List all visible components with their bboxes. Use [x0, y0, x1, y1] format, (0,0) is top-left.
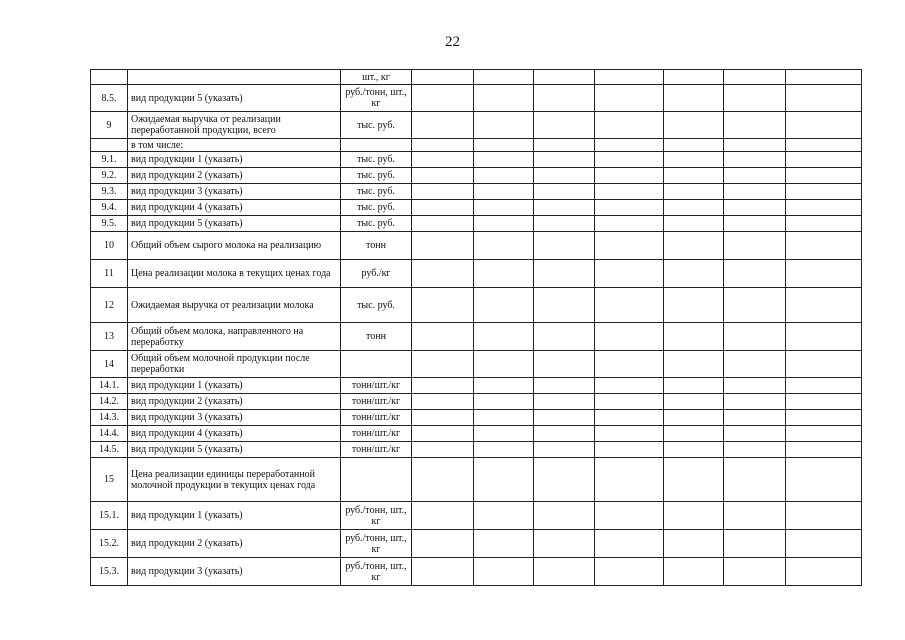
table-row	[91, 184, 862, 200]
indicator-name-cell: вид продукции 5 (указать)	[128, 85, 341, 112]
unit-cell: тыс. руб.	[341, 288, 412, 323]
unit-cell: руб./тонн, шт., кг	[341, 530, 412, 558]
unit-cell: тыс. руб.	[341, 112, 412, 139]
value-input-cell[interactable]	[534, 442, 595, 458]
value-input-cell[interactable]	[474, 410, 534, 426]
value-input-cell[interactable]	[786, 351, 862, 378]
value-input-cell[interactable]	[595, 458, 664, 502]
value-input-cell[interactable]	[724, 139, 786, 152]
table-row	[91, 112, 862, 139]
value-input-cell[interactable]	[534, 70, 595, 85]
indicator-name-cell: в том числе:	[128, 139, 341, 152]
value-input-cell[interactable]	[474, 85, 534, 112]
value-input-cell[interactable]	[474, 200, 534, 216]
row-number-cell: 15.2.	[91, 530, 128, 558]
indicator-name-cell: Общий объем молока, направленного на переработку	[128, 323, 341, 351]
value-input-cell[interactable]	[664, 458, 724, 502]
value-input-cell[interactable]	[412, 260, 474, 288]
indicator-name-cell: Общий объем сырого молока на реализацию	[128, 232, 341, 260]
value-input-cell[interactable]	[474, 458, 534, 502]
table-row	[91, 200, 862, 216]
value-input-cell[interactable]	[474, 288, 534, 323]
value-input-cell[interactable]	[724, 232, 786, 260]
value-input-cell[interactable]	[412, 378, 474, 394]
table-row	[91, 558, 862, 586]
value-input-cell[interactable]	[724, 558, 786, 586]
value-input-cell[interactable]	[724, 394, 786, 410]
value-input-cell[interactable]	[412, 558, 474, 586]
value-input-cell[interactable]	[595, 351, 664, 378]
value-input-cell[interactable]	[534, 139, 595, 152]
row-number-cell: 14.5.	[91, 442, 128, 458]
value-input-cell[interactable]	[595, 168, 664, 184]
value-input-cell[interactable]	[664, 323, 724, 351]
table-row	[91, 70, 862, 85]
unit-cell: руб./тонн, шт., кг	[341, 558, 412, 586]
value-input-cell[interactable]	[786, 442, 862, 458]
value-input-cell[interactable]	[786, 260, 862, 288]
value-input-cell[interactable]	[664, 426, 724, 442]
value-input-cell[interactable]	[664, 378, 724, 394]
row-number-cell: 14.3.	[91, 410, 128, 426]
unit-cell: тыс. руб.	[341, 200, 412, 216]
row-number-cell: 14	[91, 351, 128, 378]
value-input-cell[interactable]	[474, 232, 534, 260]
table-body	[91, 70, 862, 586]
value-input-cell[interactable]	[412, 410, 474, 426]
value-input-cell[interactable]	[412, 458, 474, 502]
value-input-cell[interactable]	[534, 410, 595, 426]
value-input-cell[interactable]	[474, 216, 534, 232]
unit-cell: тыс. руб.	[341, 184, 412, 200]
table-row	[91, 442, 862, 458]
value-input-cell[interactable]	[474, 139, 534, 152]
value-input-cell[interactable]	[474, 351, 534, 378]
table-row	[91, 85, 862, 112]
value-input-cell[interactable]	[412, 323, 474, 351]
value-input-cell[interactable]	[534, 200, 595, 216]
value-input-cell[interactable]	[412, 394, 474, 410]
row-number-cell: 14.4.	[91, 426, 128, 442]
value-input-cell[interactable]	[474, 394, 534, 410]
unit-cell: руб./тонн, шт., кг	[341, 502, 412, 530]
value-input-cell[interactable]	[724, 458, 786, 502]
indicator-name-cell: вид продукции 4 (указать)	[128, 426, 341, 442]
value-input-cell[interactable]	[786, 426, 862, 442]
value-input-cell[interactable]	[724, 288, 786, 323]
value-input-cell[interactable]	[664, 232, 724, 260]
row-number-cell	[91, 139, 128, 152]
value-input-cell[interactable]	[595, 288, 664, 323]
value-input-cell[interactable]	[724, 112, 786, 139]
value-input-cell[interactable]	[786, 139, 862, 152]
value-input-cell[interactable]	[664, 288, 724, 323]
value-input-cell[interactable]	[786, 394, 862, 410]
unit-cell: тонн/шт./кг	[341, 442, 412, 458]
value-input-cell[interactable]	[534, 85, 595, 112]
row-number-cell: 9.4.	[91, 200, 128, 216]
value-input-cell[interactable]	[786, 410, 862, 426]
value-input-cell[interactable]	[595, 410, 664, 426]
value-input-cell[interactable]	[786, 200, 862, 216]
value-input-cell[interactable]	[412, 530, 474, 558]
value-input-cell[interactable]	[664, 152, 724, 168]
table-row	[91, 394, 862, 410]
value-input-cell[interactable]	[595, 426, 664, 442]
value-input-cell[interactable]	[412, 442, 474, 458]
value-input-cell[interactable]	[664, 558, 724, 586]
row-number-cell: 15	[91, 458, 128, 502]
unit-cell	[341, 351, 412, 378]
row-number-cell: 14.2.	[91, 394, 128, 410]
row-number-cell: 9.3.	[91, 184, 128, 200]
value-input-cell[interactable]	[595, 558, 664, 586]
table-row	[91, 530, 862, 558]
table-row	[91, 410, 862, 426]
value-input-cell[interactable]	[724, 323, 786, 351]
table-row	[91, 152, 862, 168]
value-input-cell[interactable]	[595, 216, 664, 232]
value-input-cell[interactable]	[724, 152, 786, 168]
value-input-cell[interactable]	[664, 112, 724, 139]
value-input-cell[interactable]	[534, 168, 595, 184]
unit-cell: руб./кг	[341, 260, 412, 288]
value-input-cell[interactable]	[412, 184, 474, 200]
value-input-cell[interactable]	[724, 426, 786, 442]
value-input-cell[interactable]	[786, 288, 862, 323]
table-row	[91, 502, 862, 530]
row-number-cell: 15.1.	[91, 502, 128, 530]
indicator-name-cell: вид продукции 4 (указать)	[128, 200, 341, 216]
row-number-cell: 9.2.	[91, 168, 128, 184]
value-input-cell[interactable]	[474, 530, 534, 558]
table-row	[91, 351, 862, 378]
value-input-cell[interactable]	[786, 378, 862, 394]
value-input-cell[interactable]	[595, 323, 664, 351]
value-input-cell[interactable]	[412, 112, 474, 139]
row-number-cell: 11	[91, 260, 128, 288]
table-row	[91, 426, 862, 442]
indicator-name-cell: Ожидаемая выручка от реализации молока	[128, 288, 341, 323]
value-input-cell[interactable]	[724, 184, 786, 200]
page-number: 22	[445, 34, 460, 50]
value-input-cell[interactable]	[664, 394, 724, 410]
indicator-name-cell: вид продукции 3 (указать)	[128, 410, 341, 426]
value-input-cell[interactable]	[534, 184, 595, 200]
value-input-cell[interactable]	[595, 232, 664, 260]
row-number-cell: 15.3.	[91, 558, 128, 586]
row-number-cell: 12	[91, 288, 128, 323]
row-number-cell: 13	[91, 323, 128, 351]
value-input-cell[interactable]	[595, 442, 664, 458]
unit-cell: руб./тонн, шт., кг	[341, 85, 412, 112]
value-input-cell[interactable]	[412, 70, 474, 85]
unit-cell: тонн/шт./кг	[341, 426, 412, 442]
indicator-name-cell: вид продукции 5 (указать)	[128, 442, 341, 458]
row-number-cell: 9.1.	[91, 152, 128, 168]
value-input-cell[interactable]	[786, 458, 862, 502]
value-input-cell[interactable]	[412, 288, 474, 323]
value-input-cell[interactable]	[786, 85, 862, 112]
table-row	[91, 168, 862, 184]
value-input-cell[interactable]	[534, 558, 595, 586]
table-row	[91, 216, 862, 232]
unit-cell: тонн/шт./кг	[341, 378, 412, 394]
value-input-cell[interactable]	[664, 70, 724, 85]
value-input-cell[interactable]	[474, 426, 534, 442]
indicator-name-cell: вид продукции 1 (указать)	[128, 152, 341, 168]
indicator-name-cell: Ожидаемая выручка от реализации переработанной продукции, всего	[128, 112, 341, 139]
value-input-cell[interactable]	[534, 288, 595, 323]
value-input-cell[interactable]	[786, 70, 862, 85]
value-input-cell[interactable]	[786, 216, 862, 232]
value-input-cell[interactable]	[412, 85, 474, 112]
indicator-name-cell: вид продукции 2 (указать)	[128, 394, 341, 410]
row-number-cell	[91, 70, 128, 85]
value-input-cell[interactable]	[474, 378, 534, 394]
value-input-cell[interactable]	[664, 139, 724, 152]
indicator-name-cell: вид продукции 1 (указать)	[128, 502, 341, 530]
value-input-cell[interactable]	[474, 260, 534, 288]
row-number-cell: 14.1.	[91, 378, 128, 394]
value-input-cell[interactable]	[534, 426, 595, 442]
value-input-cell[interactable]	[724, 70, 786, 85]
value-input-cell[interactable]	[724, 410, 786, 426]
value-input-cell[interactable]	[534, 152, 595, 168]
value-input-cell[interactable]	[786, 112, 862, 139]
value-input-cell[interactable]	[534, 112, 595, 139]
value-input-cell[interactable]	[664, 184, 724, 200]
value-input-cell[interactable]	[412, 232, 474, 260]
value-input-cell[interactable]	[664, 260, 724, 288]
table-row	[91, 260, 862, 288]
unit-cell	[341, 139, 412, 152]
value-input-cell[interactable]	[412, 152, 474, 168]
value-input-cell[interactable]	[595, 200, 664, 216]
unit-cell: тонн/шт./кг	[341, 410, 412, 426]
value-input-cell[interactable]	[724, 168, 786, 184]
value-input-cell[interactable]	[664, 410, 724, 426]
value-input-cell[interactable]	[534, 378, 595, 394]
value-input-cell[interactable]	[664, 502, 724, 530]
value-input-cell[interactable]	[534, 351, 595, 378]
value-input-cell[interactable]	[786, 152, 862, 168]
table-row	[91, 139, 862, 152]
unit-cell: тыс. руб.	[341, 168, 412, 184]
value-input-cell[interactable]	[474, 323, 534, 351]
indicator-name-cell: Общий объем молочной продукции после переработки	[128, 351, 341, 378]
indicator-name-cell: вид продукции 5 (указать)	[128, 216, 341, 232]
value-input-cell[interactable]	[724, 442, 786, 458]
value-input-cell[interactable]	[595, 502, 664, 530]
value-input-cell[interactable]	[474, 70, 534, 85]
value-input-cell[interactable]	[595, 139, 664, 152]
value-input-cell[interactable]	[534, 232, 595, 260]
value-input-cell[interactable]	[534, 216, 595, 232]
value-input-cell[interactable]	[474, 184, 534, 200]
value-input-cell[interactable]	[786, 502, 862, 530]
value-input-cell[interactable]	[412, 216, 474, 232]
value-input-cell[interactable]	[412, 200, 474, 216]
indicator-name-cell: вид продукции 2 (указать)	[128, 530, 341, 558]
row-number-cell: 9	[91, 112, 128, 139]
value-input-cell[interactable]	[664, 85, 724, 112]
table-row	[91, 378, 862, 394]
value-input-cell[interactable]	[664, 216, 724, 232]
value-input-cell[interactable]	[474, 558, 534, 586]
table-row	[91, 288, 862, 323]
value-input-cell[interactable]	[724, 200, 786, 216]
indicator-name-cell	[128, 70, 341, 85]
value-input-cell[interactable]	[724, 351, 786, 378]
table-row	[91, 458, 862, 502]
indicator-name-cell: вид продукции 2 (указать)	[128, 168, 341, 184]
value-input-cell[interactable]	[786, 558, 862, 586]
value-input-cell[interactable]	[534, 502, 595, 530]
value-input-cell[interactable]	[724, 216, 786, 232]
indicator-name-cell: вид продукции 3 (указать)	[128, 184, 341, 200]
value-input-cell[interactable]	[474, 112, 534, 139]
unit-cell: тонн/шт./кг	[341, 394, 412, 410]
value-input-cell[interactable]	[786, 184, 862, 200]
value-input-cell[interactable]	[724, 85, 786, 112]
value-input-cell[interactable]	[595, 70, 664, 85]
value-input-cell[interactable]	[595, 260, 664, 288]
value-input-cell[interactable]	[595, 112, 664, 139]
indicator-name-cell: вид продукции 3 (указать)	[128, 558, 341, 586]
row-number-cell: 8.5.	[91, 85, 128, 112]
unit-cell: шт., кг	[341, 70, 412, 85]
value-input-cell[interactable]	[412, 426, 474, 442]
value-input-cell[interactable]	[474, 442, 534, 458]
value-input-cell[interactable]	[664, 168, 724, 184]
unit-cell: тонн	[341, 323, 412, 351]
value-input-cell[interactable]	[786, 232, 862, 260]
value-input-cell[interactable]	[474, 152, 534, 168]
value-input-cell[interactable]	[664, 200, 724, 216]
value-input-cell[interactable]	[664, 442, 724, 458]
value-input-cell[interactable]	[724, 260, 786, 288]
value-input-cell[interactable]	[412, 168, 474, 184]
value-input-cell[interactable]	[534, 530, 595, 558]
value-input-cell[interactable]	[474, 502, 534, 530]
indicators-table	[90, 69, 862, 586]
value-input-cell[interactable]	[724, 378, 786, 394]
row-number-cell: 10	[91, 232, 128, 260]
unit-cell: тонн	[341, 232, 412, 260]
value-input-cell[interactable]	[786, 530, 862, 558]
value-input-cell[interactable]	[595, 85, 664, 112]
value-input-cell[interactable]	[664, 530, 724, 558]
unit-cell	[341, 458, 412, 502]
indicator-name-cell: Цена реализации молока в текущих ценах года	[128, 260, 341, 288]
value-input-cell[interactable]	[595, 378, 664, 394]
value-input-cell[interactable]	[534, 323, 595, 351]
table-row	[91, 232, 862, 260]
value-input-cell[interactable]	[412, 351, 474, 378]
value-input-cell[interactable]	[724, 530, 786, 558]
indicator-name-cell: Цена реализации единицы переработанной молочной продукции в текущих ценах года	[128, 458, 341, 502]
table-row	[91, 323, 862, 351]
value-input-cell[interactable]	[595, 530, 664, 558]
value-input-cell[interactable]	[786, 168, 862, 184]
value-input-cell[interactable]	[412, 502, 474, 530]
indicator-name-cell: вид продукции 1 (указать)	[128, 378, 341, 394]
value-input-cell[interactable]	[595, 184, 664, 200]
unit-cell: тыс. руб.	[341, 152, 412, 168]
value-input-cell[interactable]	[534, 260, 595, 288]
value-input-cell[interactable]	[664, 351, 724, 378]
value-input-cell[interactable]	[534, 394, 595, 410]
value-input-cell[interactable]	[595, 152, 664, 168]
value-input-cell[interactable]	[786, 323, 862, 351]
value-input-cell[interactable]	[534, 458, 595, 502]
unit-cell: тыс. руб.	[341, 216, 412, 232]
row-number-cell: 9.5.	[91, 216, 128, 232]
value-input-cell[interactable]	[474, 168, 534, 184]
value-input-cell[interactable]	[595, 394, 664, 410]
value-input-cell[interactable]	[412, 139, 474, 152]
value-input-cell[interactable]	[724, 502, 786, 530]
